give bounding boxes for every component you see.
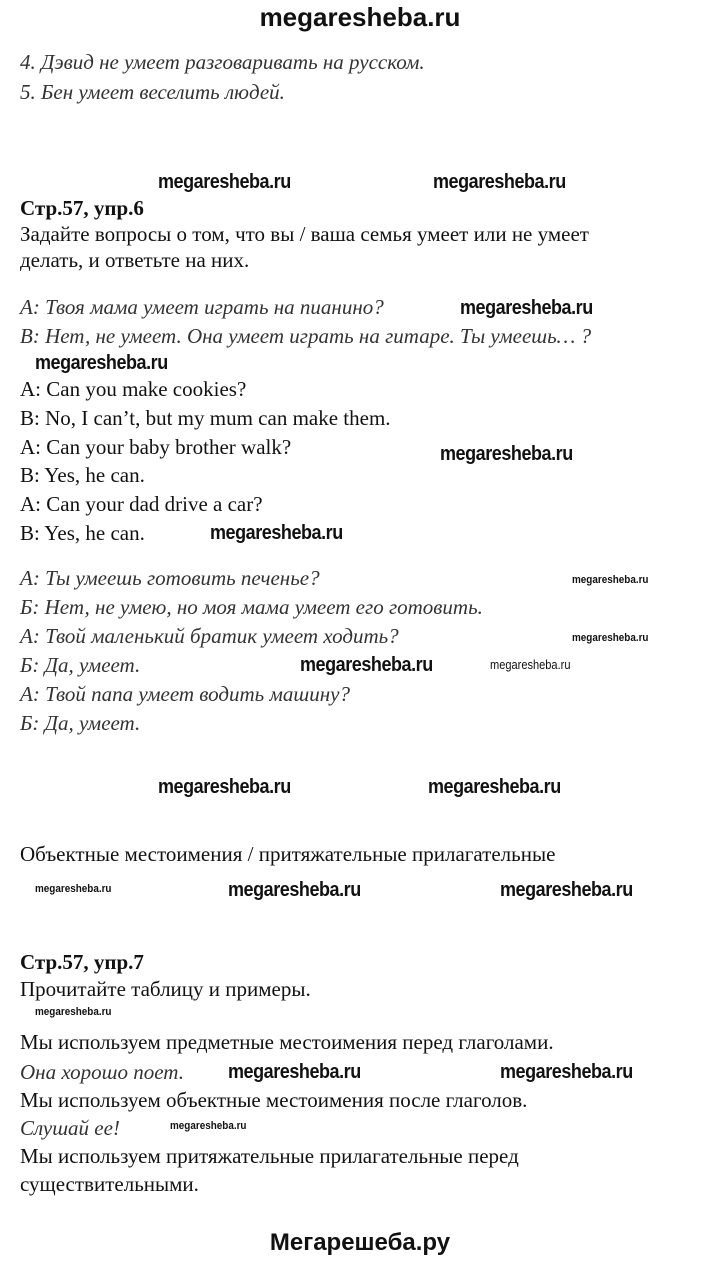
answer-ru: А: Ты умеешь готовить печенье? — [20, 566, 320, 590]
watermark: megaresheba.ru — [228, 879, 361, 901]
answer-en: B: Yes, he can. — [20, 463, 145, 487]
watermark: megaresheba.ru — [433, 171, 566, 193]
answer-en: A: Can your baby brother walk? — [20, 435, 292, 459]
answer-ru: А: Твой маленький братик умеет ходить? — [20, 624, 399, 648]
watermark: megaresheba.ru — [35, 1006, 112, 1018]
watermark: megaresheba.ru — [490, 657, 571, 672]
ex7-line: Она хорошо поет. — [20, 1060, 184, 1084]
ex6-example: A: Твоя мама умеет играть на пианино? — [20, 295, 384, 319]
ex7-title: Стр.57, упр.7 — [20, 950, 144, 974]
watermark: megaresheba.ru — [158, 776, 291, 798]
answer-en: A: Can your dad drive a car? — [20, 492, 263, 516]
watermark: megaresheba.ru — [428, 776, 561, 798]
watermark: megaresheba.ru — [158, 171, 291, 193]
answer-ru: Б: Да, умеет. — [20, 653, 141, 677]
ex6-title: Стр.57, упр.6 — [20, 196, 144, 220]
watermark: megaresheba.ru — [35, 883, 112, 895]
watermark: megaresheba.ru — [228, 1061, 361, 1083]
answer-ru: Б: Нет, не умею, но моя мама умеет его готовить. — [20, 595, 483, 619]
ex7-task: Прочитайте таблицу и примеры. — [20, 977, 311, 1001]
answer-en: B: No, I can’t, but my mum can make them. — [20, 406, 391, 430]
answer-en: A: Can you make cookies? — [20, 377, 247, 401]
answer-ru: А: Твой папа умеет водить машину? — [20, 682, 350, 706]
section-title: Объектные местоимения / притяжательные прилагательные — [20, 842, 556, 866]
ex6-task: делать, и ответьте на них. — [20, 248, 250, 272]
watermark: megaresheba.ru — [300, 654, 433, 676]
watermark: megaresheba.ru — [500, 879, 633, 901]
watermark: megaresheba.ru — [170, 1120, 247, 1132]
ex7-line: Мы используем притяжательные прилагательные перед — [20, 1144, 519, 1168]
watermark: megaresheba.ru — [440, 443, 573, 465]
ex7-line: Мы используем предметные местоимения перед глаголами. — [20, 1030, 554, 1054]
site-header: megaresheba.ru — [259, 2, 461, 32]
watermark: megaresheba.ru — [572, 574, 649, 586]
site-footer: Мегарешеба.ру — [269, 1229, 451, 1256]
ex6-example: B: Нет, не умеет. Она умеет играть на гитаре. Ты умеешь… ? — [20, 324, 592, 348]
answer-en: B: Yes, he can. — [20, 521, 145, 545]
watermark: megaresheba.ru — [210, 522, 343, 544]
watermark: megaresheba.ru — [35, 352, 168, 374]
intro-line: 5. Бен умеет веселить людей. — [20, 80, 285, 104]
ex6-task: Задайте вопросы о том, что вы / ваша семья умеет или не умеет — [20, 222, 589, 246]
intro-line: 4. Дэвид не умеет разговаривать на русском. — [20, 50, 425, 74]
ex7-line: существительными. — [20, 1172, 199, 1196]
ex7-line: Слушай ее! — [20, 1116, 120, 1140]
watermark: megaresheba.ru — [572, 632, 649, 644]
answer-ru: Б: Да, умеет. — [20, 711, 141, 735]
ex7-line: Мы используем объектные местоимения после глаголов. — [20, 1088, 528, 1112]
watermark: megaresheba.ru — [500, 1061, 633, 1083]
watermark: megaresheba.ru — [460, 297, 593, 319]
